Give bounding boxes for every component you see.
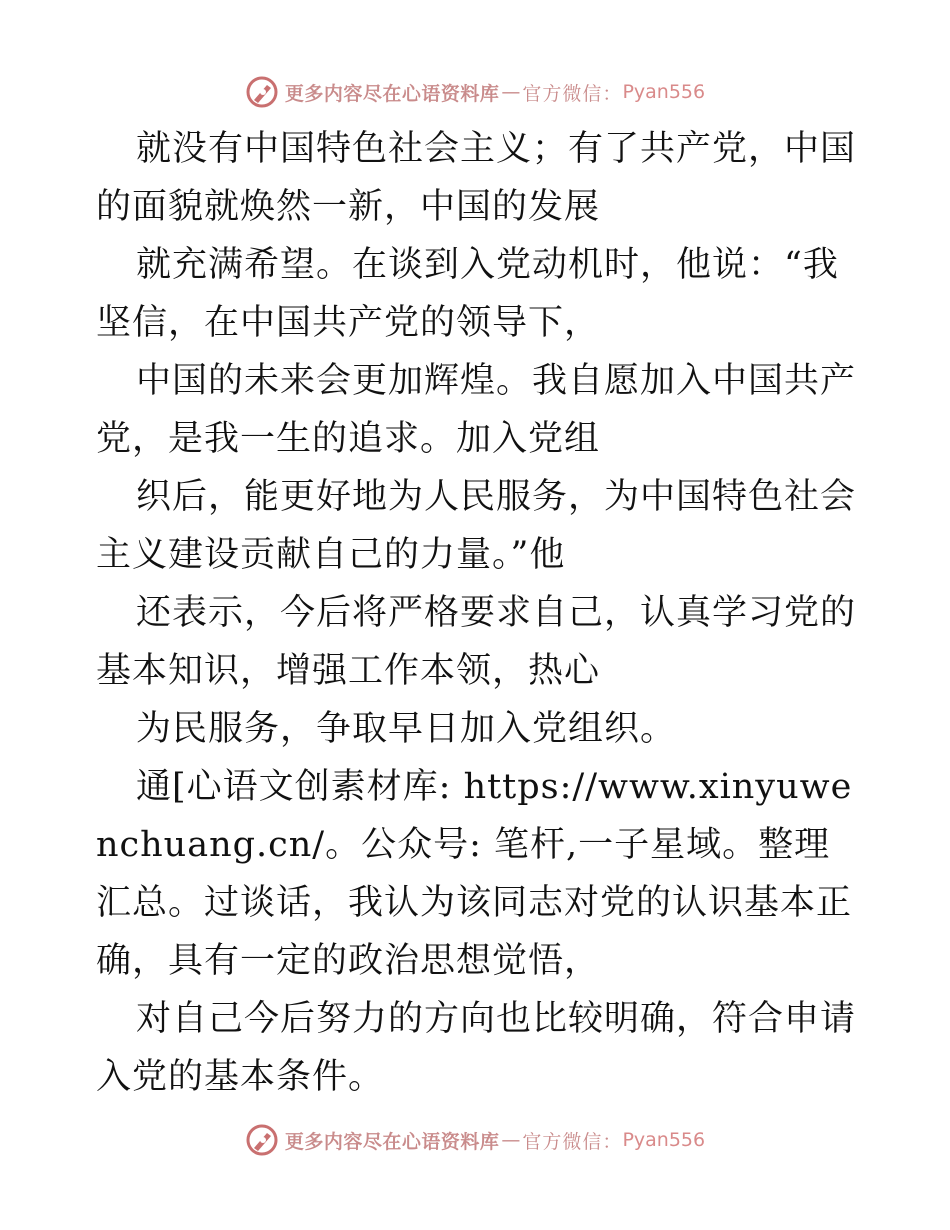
paragraph: 就没有中国特色社会主义；有了共产党，中国的面貌就焕然一新，中国的发展	[96, 129, 857, 227]
watermark-main-text: 更多内容尽在心语资料库	[284, 82, 500, 105]
paragraph: 中国的未来会更加辉煌。我自愿加入中国共产党，是我一生的追求。加入党组	[96, 361, 857, 459]
paragraph: 对自己今后努力的方向也比较明确，符合申请入党的基本条件。	[96, 999, 857, 1097]
header-watermark	[0, 72, 950, 112]
paragraph: 织后，能更好地为人民服务，为中国特色社会主义建设贡献自己的力量。”他	[96, 477, 857, 575]
pen-circle-logo-icon	[245, 75, 279, 109]
watermark-sub-text: 官方微信：	[522, 1130, 623, 1153]
paragraph: 就充满希望。在谈到入党动机时，他说：“我坚信，在中国共产党的领导下，	[96, 245, 839, 343]
paragraph: 通[心语文创素材库: https://www.xinyuwenchuang.cn/。公众号: 笔杆,一子星域。整理汇总。过谈话，我认为该同志对党的认识基本正确，具有一定的政治思想觉悟，	[96, 767, 853, 981]
watermark-main-text: 更多内容尽在心语资料库	[284, 1130, 500, 1153]
paragraph: 为民服务，争取早日加入党组织。	[136, 709, 677, 749]
watermark-id: Pyan556	[622, 1129, 706, 1151]
watermark-sub-text: 官方微信：	[522, 82, 623, 105]
watermark-separator: —	[501, 1129, 521, 1151]
pen-circle-logo-icon	[245, 1123, 279, 1157]
document-body	[96, 120, 856, 1106]
watermark-separator: —	[501, 81, 521, 103]
paragraph: 还表示，今后将严格要求自己，认真学习党的基本知识，增强工作本领，热心	[96, 593, 857, 691]
footer-watermark	[0, 1120, 950, 1160]
watermark-id: Pyan556	[622, 81, 706, 103]
